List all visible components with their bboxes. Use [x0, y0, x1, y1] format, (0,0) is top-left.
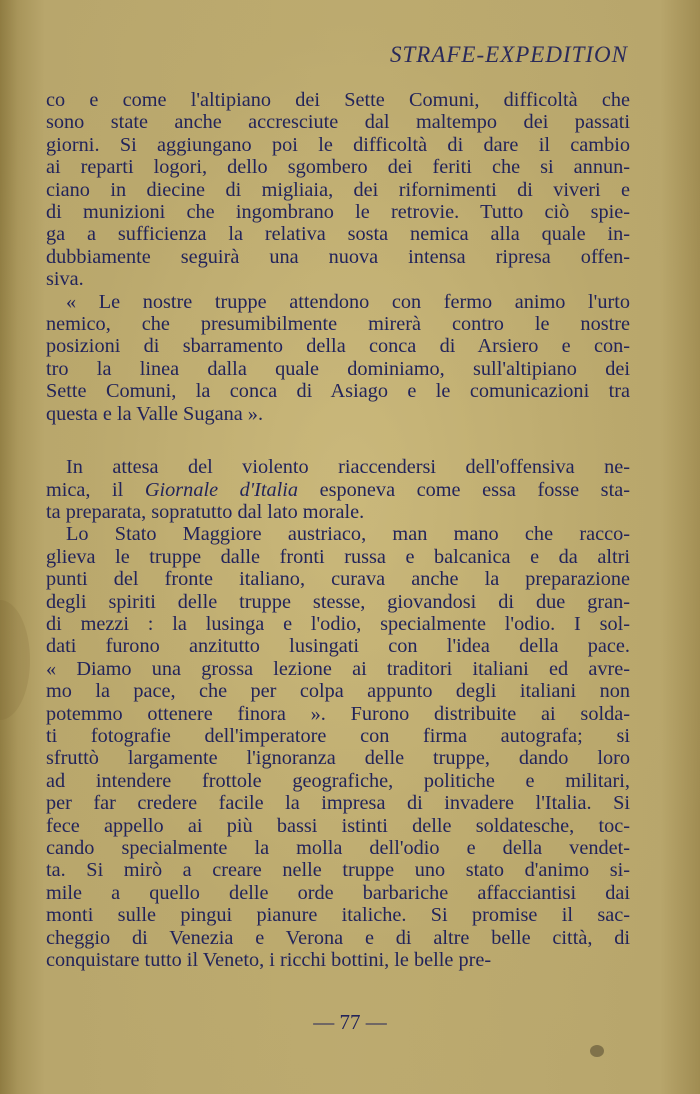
text-line: mica, il Giornale d'Italia esponeva come essa fosse sta- [46, 478, 630, 501]
text-line: di mezzi : la lusinga e l'odio, specialmente l'odio. I sol- [46, 612, 630, 635]
text-line: per far credere facile la impresa di invadere l'Italia. Si [46, 792, 630, 815]
text-line: mile a quello delle orde barbariche affacciantisi dai [46, 881, 630, 904]
text-line: ta. Si mirò a creare nelle truppe uno stato d'animo si- [46, 859, 630, 882]
text-line: Lo Stato Maggiore austriaco, man mano che racco- [66, 523, 630, 546]
text-line: sono state anche accresciute dal maltempo dei passati [46, 111, 630, 134]
paragraph [46, 456, 630, 523]
text-line: co e come l'altipiano dei Sette Comuni, difficoltà che [46, 89, 630, 111]
text-line: dubbiamente seguirà una nuova intensa ripresa offen- [46, 245, 630, 268]
text-line: conquistare tutto il Veneto, i ricchi bottini, le belle pre- [46, 949, 492, 972]
text-line: di munizioni che ingombrano le retrovie. Tutto ciò spie- [46, 201, 630, 224]
paragraph [46, 89, 630, 291]
section-break [46, 425, 630, 456]
text-line: potemmo ottenere finora ». Furono distribuite ai solda- [46, 702, 630, 725]
text-line: questa e la Valle Sugana ». [46, 402, 264, 425]
paper-stain [0, 600, 30, 720]
text-line: sfruttò largamente l'ignoranza delle truppe, dando loro [46, 747, 630, 770]
text-line: ga a sufficienza la relativa sosta nemica alla quale in- [46, 223, 630, 246]
text-line: posizioni di sbarramento della conca di Arsiero e con- [46, 335, 630, 358]
text-line: ti fotografie dell'imperatore con firma autografa; si [46, 724, 630, 747]
text-line: « Diamo una grossa lezione ai traditori italiani ed avre- [46, 657, 630, 680]
text-line: punti del fronte italiano, curava anche la preparazione [46, 568, 630, 591]
text-line: dati furono anzitutto lusingati con l'idea della pace. [46, 635, 630, 658]
text-line: mo la pace, che per colpa appunto degli italiani non [46, 680, 630, 703]
text-line: cheggio di Venezia e Verona e di altre belle città, di [46, 926, 630, 949]
text-line: cando specialmente la molla dell'odio e della vendet- [46, 837, 630, 859]
text-line: ciano in diecine di migliaia, dei rifornimenti di viveri e [46, 178, 630, 201]
body-text [46, 89, 630, 971]
paragraph [46, 291, 630, 425]
text-line: glieva le truppe dalle fronti russa e balcanica e da altri [46, 545, 630, 568]
text-line: In attesa del violento riaccendersi dell'offensiva ne- [66, 456, 630, 479]
text-line: ta preparata, sopratutto dal lato morale. [46, 500, 365, 523]
page-number: — 77 — [313, 1010, 387, 1034]
text-line: ai reparti logori, dello sgombero dei feriti che si annun- [46, 156, 630, 179]
ink-speck [590, 1045, 604, 1057]
running-head: STRAFE-EXPEDITION [389, 42, 628, 67]
text-line: Sette Comuni, la conca di Asiago e le comunicazioni tra [46, 380, 630, 403]
text-line: giorni. Si aggiungano poi le difficoltà di dare il cambio [46, 133, 630, 156]
paragraph [46, 523, 630, 971]
text-line: fece appello ai più bassi istinti delle soldatesche, toc- [46, 814, 630, 837]
text-line: nemico, che presumibilmente mirerà contro le nostre [46, 313, 630, 336]
text-line: tro la linea dalla quale dominiamo, sull'altipiano dei [46, 357, 630, 380]
text-line: siva. [46, 268, 84, 291]
text-line: ad intendere frottole geografiche, politiche e militari, [46, 769, 630, 792]
text-line: « Le nostre truppe attendono con fermo animo l'urto [66, 290, 630, 313]
text-line: monti sulle pingui pianure italiche. Si promise il sac- [46, 904, 630, 927]
text-line: degli spiriti delle truppe stesse, giovandosi di due gran- [46, 590, 630, 613]
